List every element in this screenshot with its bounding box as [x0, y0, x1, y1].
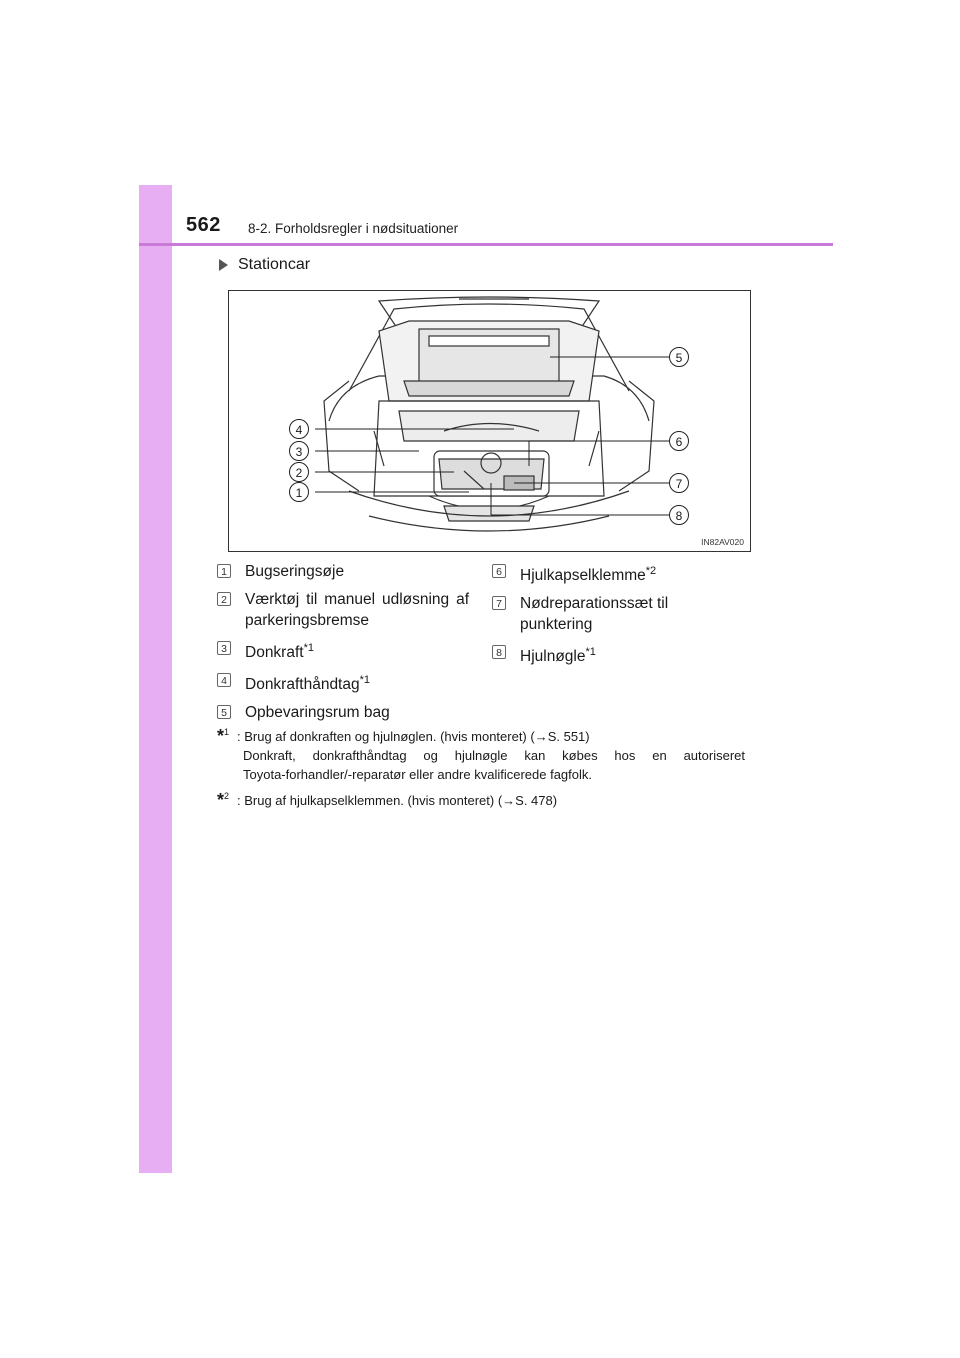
callout-2: 2 [289, 462, 309, 482]
footnote-ref: *2 [645, 565, 657, 577]
footnote-text: : Brug af donkraften og hjulnøglen. (hvis monteret) (→S. 551) [237, 729, 590, 744]
footnote-2 [217, 791, 745, 810]
legend-number: 2 [217, 592, 231, 606]
legend-number: 4 [217, 673, 231, 687]
sub-heading [219, 256, 310, 274]
callout-7: 7 [669, 473, 689, 493]
legend-text: Bugseringsøje [245, 563, 345, 580]
callout-4: 4 [289, 419, 309, 439]
footnote-1 [217, 727, 745, 784]
side-tab [139, 185, 172, 1173]
header-rule [139, 243, 833, 246]
legend-item [492, 561, 747, 586]
footnote-ref: *1 [585, 646, 596, 658]
legend-text-continued: parkeringsbremse [245, 612, 370, 629]
legend-item [492, 642, 747, 667]
legend-text: Donkrafthåndtag [245, 676, 360, 693]
trunk-illustration [228, 290, 751, 552]
page-number: 562 [186, 214, 221, 236]
legend-text: Donkraft [245, 644, 304, 661]
legend-text: Nødreparationssæt til [520, 595, 669, 612]
legend-item [217, 561, 469, 582]
legend-number: 1 [217, 564, 231, 578]
callout-6: 6 [669, 431, 689, 451]
footnote-marker: *$^1$ [217, 726, 230, 746]
legend-text: Opbevaringsrum bag [245, 704, 390, 721]
legend-right [492, 561, 747, 674]
callout-1: 1 [289, 482, 309, 502]
legend-text: Hjulnøgle [520, 648, 586, 665]
footnote-text: Donkraft, donkrafthåndtag og hjulnøgle kan købes hos en autoriseret [243, 748, 745, 763]
legend-number: 5 [217, 705, 231, 719]
footnote-text: : Brug af hjulkapselklemmen. (hvis monteret) (→S. 478) [237, 793, 558, 808]
sub-heading-text: Stationcar [238, 256, 311, 273]
figure-code: IN82AV020 [701, 537, 744, 547]
legend-left [217, 561, 469, 730]
footnote-ref: *1 [359, 674, 371, 686]
legend-number: 3 [217, 641, 231, 655]
legend-number: 6 [492, 564, 506, 578]
legend-number: 8 [492, 645, 506, 659]
legend-item [217, 702, 469, 723]
footnote-text: Toyota-forhandler/-reparatør eller andre kvalificerede fagfolk. [243, 767, 593, 782]
legend-text: Værktøj til manuel udløsning af [245, 591, 469, 608]
legend-text: Hjulkapselklemme [520, 567, 646, 584]
legend-text-continued: punktering [520, 616, 593, 633]
callout-5: 5 [669, 347, 689, 367]
footnote-ref: *1 [303, 642, 314, 654]
legend-number: 7 [492, 596, 506, 610]
legend-item [217, 589, 469, 631]
callout-8: 8 [669, 505, 689, 525]
footnotes [217, 727, 745, 817]
legend-item [217, 638, 469, 663]
section-title: 8-2. Forholdsregler i nødsituationer [248, 221, 459, 236]
legend-item [492, 593, 747, 635]
callout-3: 3 [289, 441, 309, 461]
footnote-marker: *$^2$ [217, 790, 230, 810]
legend-item [217, 670, 469, 695]
triangle-bullet-icon [219, 259, 228, 271]
